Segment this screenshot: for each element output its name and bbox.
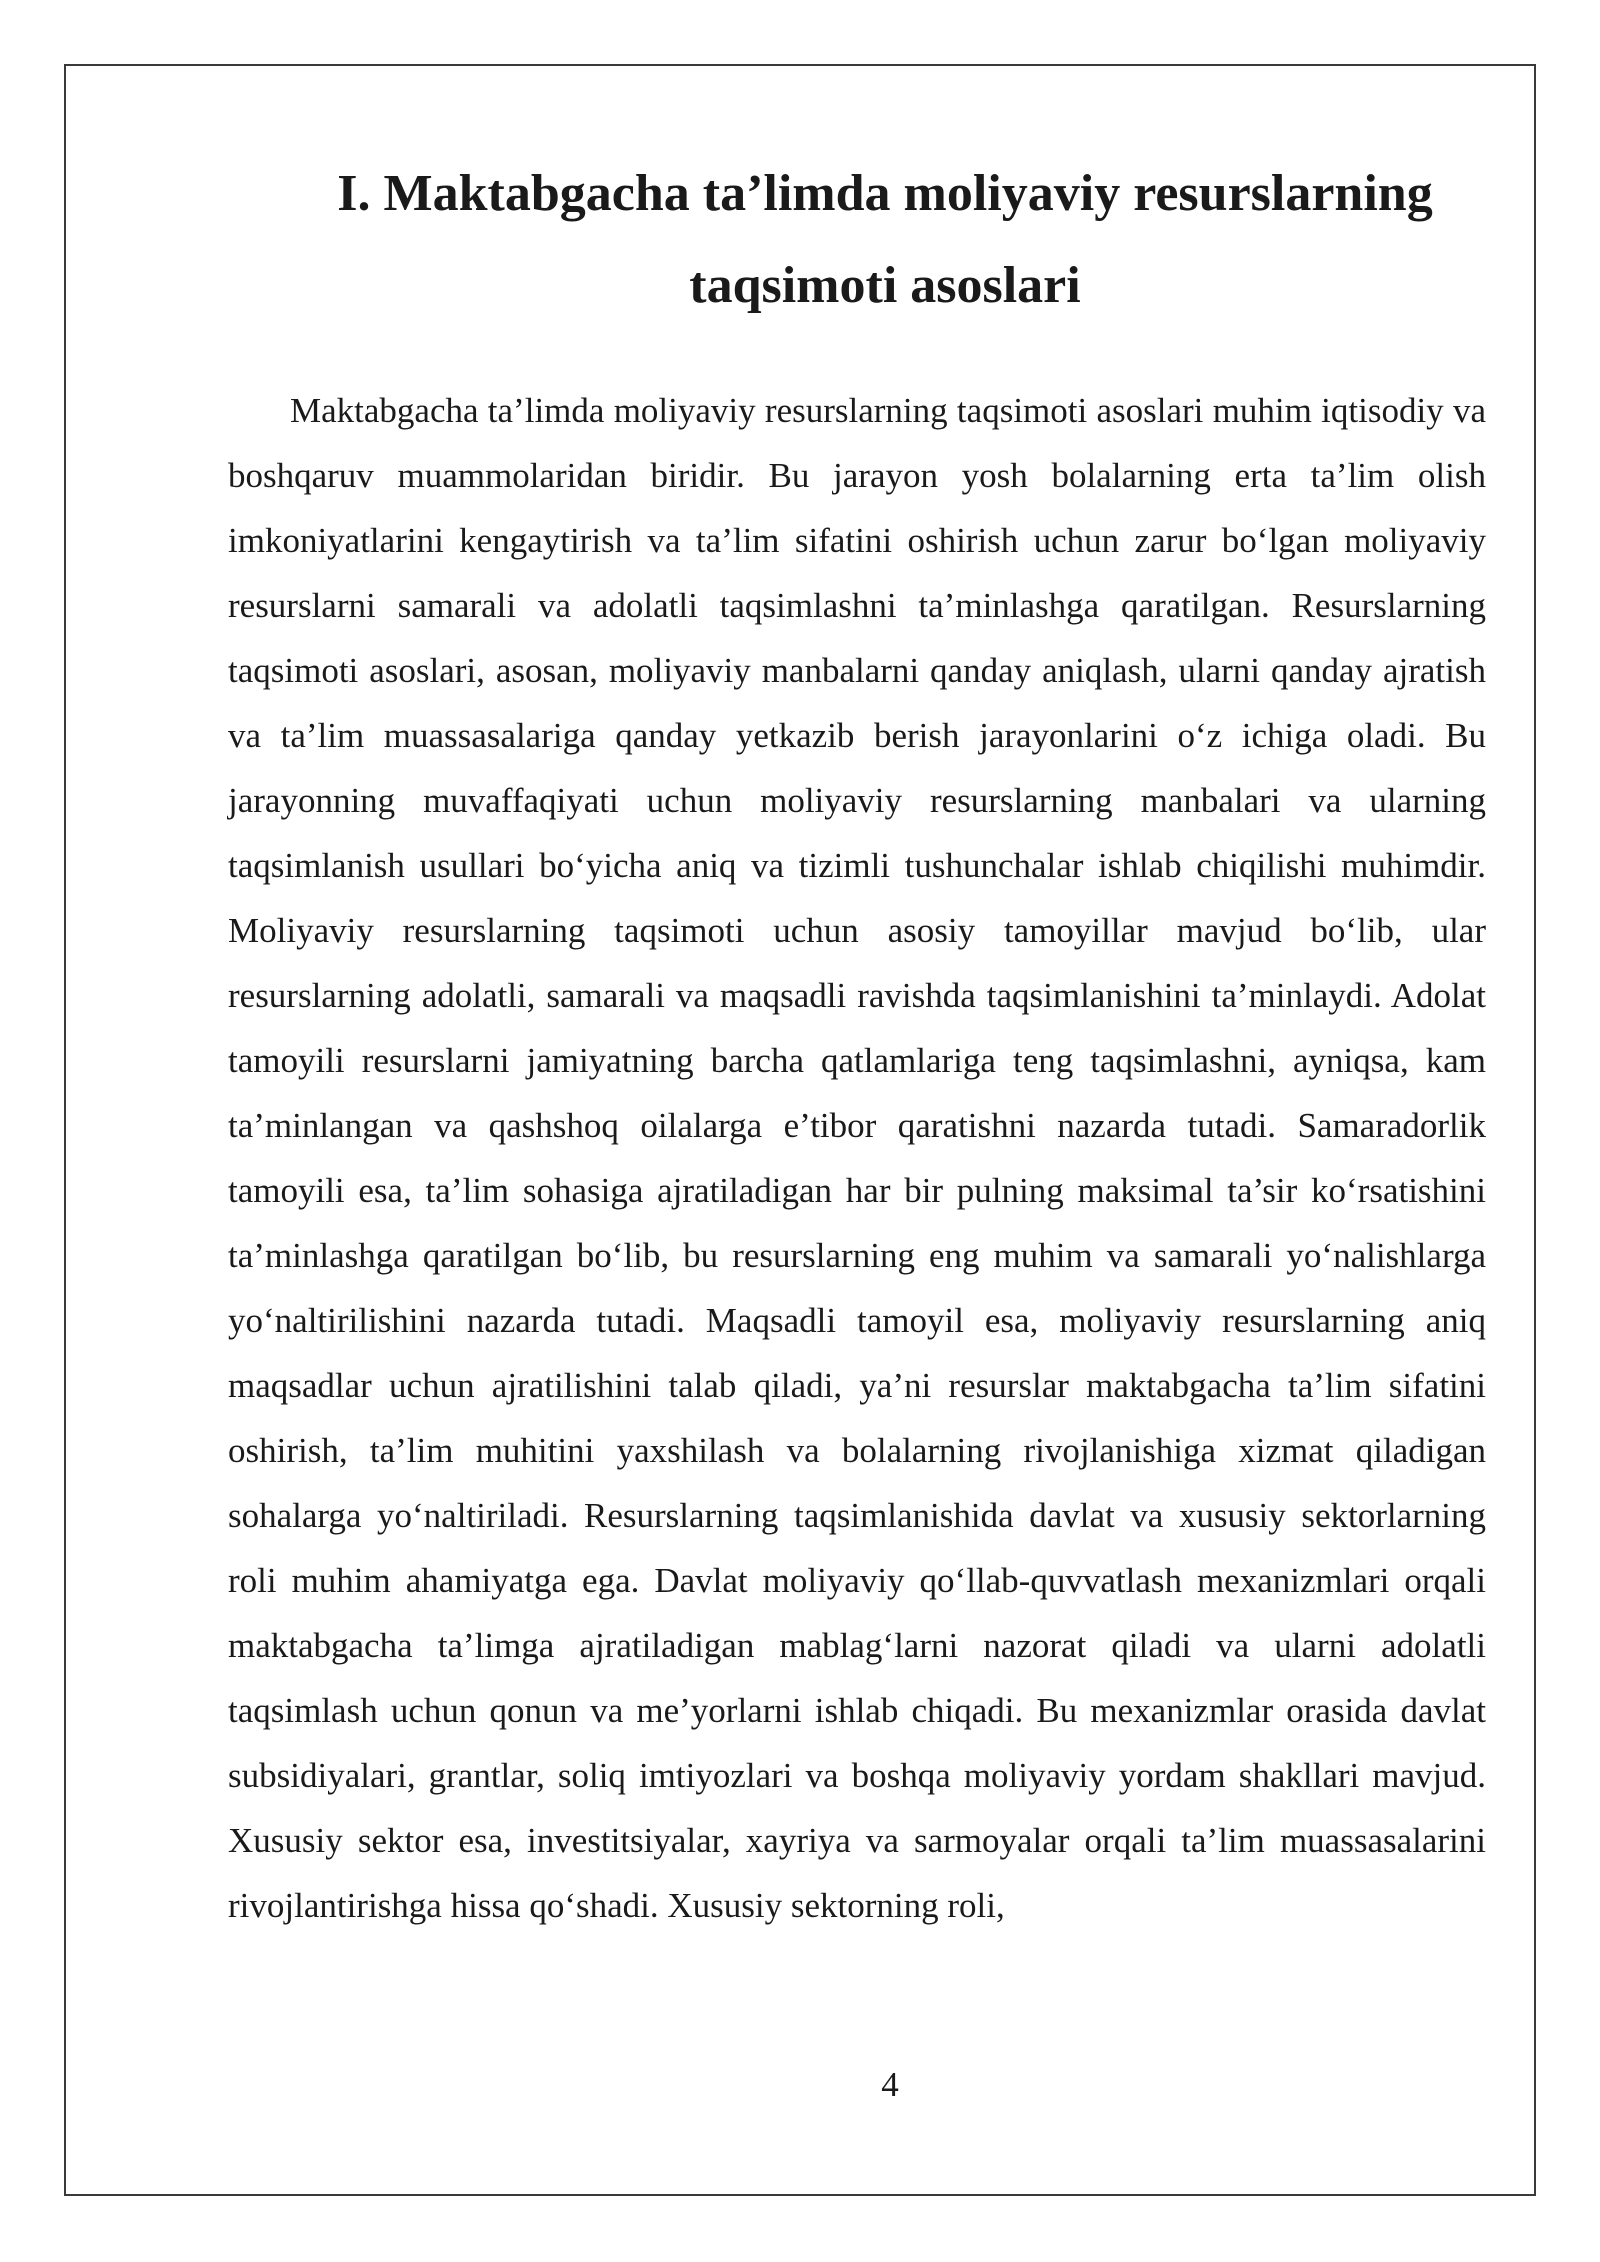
- body-paragraph: Maktabgacha ta’limda moliyaviy resurslarning taqsimoti asoslari muhim iqtisodiy va boshqaruv muammolaridan biridir. Bu jarayon yosh bolalarning erta ta’lim olish imkoniyatlarini kengaytirish va ta’lim sifatini oshirish uchun zarur bo‘lgan moliyaviy resurslarni samarali va adolatli taqsimlashni ta’minlashga qaratilgan. Resurslarning taqsimoti asoslari, asosan, moliyaviy manbalarni qanday aniqlash, ularni qanday ajratish va ta’lim muassasalariga qanday yetkazib berish jarayonlarini o‘z ichiga oladi. Bu jarayonning muvaffaqiyati uchun moliyaviy resurslarning manbalari va ularning taqsimlanish usullari bo‘yicha aniq va tizimli tushunchalar ishlab chiqilishi muhimdir. Moliyaviy resurslarning taqsimoti uchun asosiy tamoyillar mavjud bo‘lib, ular resurslarning adolatli, samarali va maqsadli ravishda taqsimlanishini ta’minlaydi. Adolat tamoyili resurslarni jamiyatning barcha qatlamlariga teng taqsimlashni, ayniqsa, kam ta’minlangan va qashshoq oilalarga e’tibor qaratishni nazarda tutadi. Samaradorlik tamoyili esa, ta’lim sohasiga ajratiladigan har bir pulning maksimal ta’sir ko‘rsatishini ta’minlashga qaratilgan bo‘lib, bu resurslarning eng muhim va samarali yo‘nalishlarga yo‘naltirilishini nazarda tutadi. Maqsadli tamoyil esa, moliyaviy resurslarning aniq maqsadlar uchun ajratilishini talab qiladi, ya’ni resurslar maktabgacha ta’lim sifatini oshirish, ta’lim muhitini yaxshilash va bolalarning rivojlanishiga xizmat qiladigan sohalarga yo‘naltiriladi. Resurslarning taqsimlanishida davlat va xususiy sektorlarning roli muhim ahamiyatga ega. Davlat moliyaviy qo‘llab-quvvatlash mexanizmlari orqali maktabgacha ta’limga ajratiladigan mablag‘larni nazorat qiladi va ularni adolatli taqsimlash uchun qonun va me’yorlarni ishlab chiqadi. Bu mexanizmlar orasida davlat subsidiyalari, grantlar, soliq imtiyozlari va boshqa moliyaviy yordam shakllari mavjud. Xususiy sektor esa, investitsiyalar, xayriya va sarmoyalar orqali ta’lim muassasalarini rivojlantirishga hissa qo‘shadi. Xususiy sektorning roli,: [228, 391, 1486, 1925]
- section-title: I. Maktabgacha ta’limda moliyaviy resurslarning taqsimoti asoslari: [337, 165, 1433, 314]
- page-number: 4: [881, 2065, 899, 2104]
